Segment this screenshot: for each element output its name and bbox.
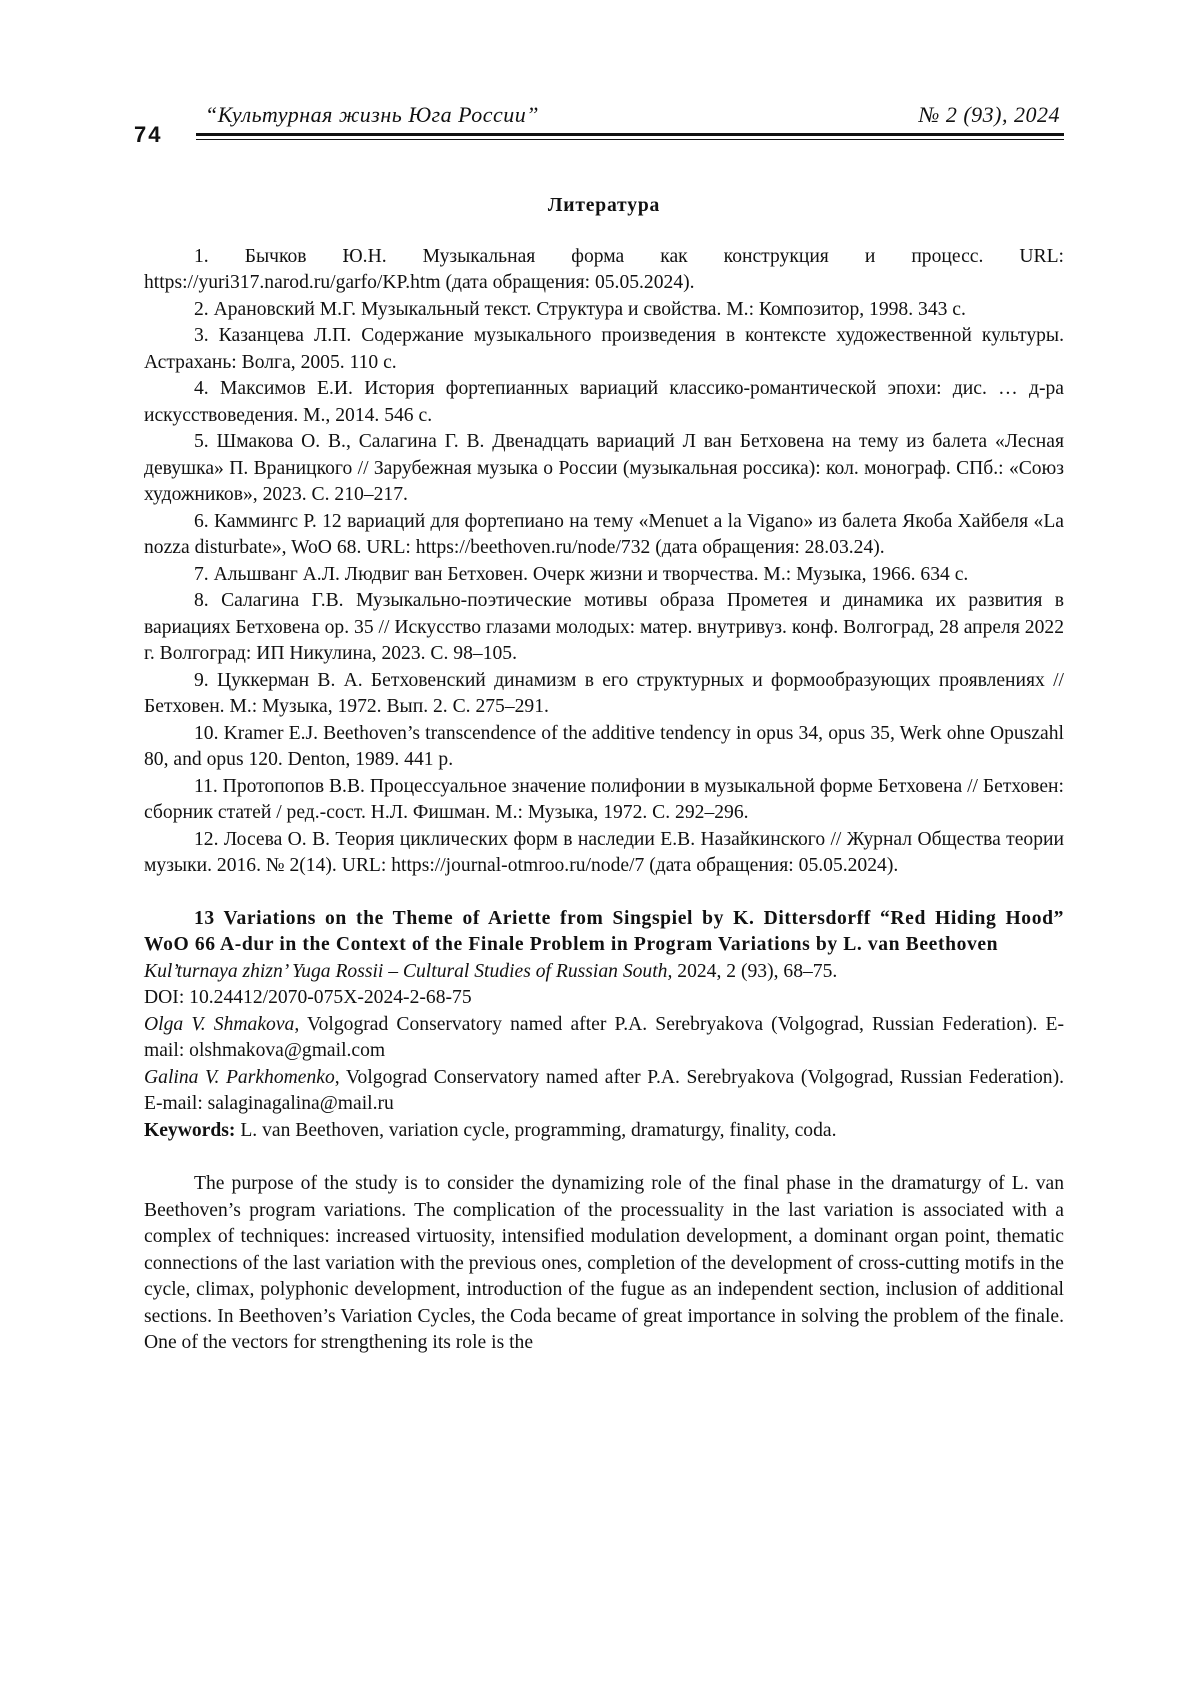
author-1 bbox=[144, 1012, 1064, 1065]
citation-line bbox=[144, 959, 1064, 986]
reference-item: 4. Максимов Е.И. История фортепианных вариаций классико-романтической эпохи: дис. … д-ра искусствоведения. М., 2014. 546 с. bbox=[144, 378, 1064, 426]
reference-item: 11. Протопопов В.В. Процессуальное значение полифонии в музыкальной форме Бетховена // Бетховен: сборник статей / ред.-сост. Н.Л. Фишман. М.: Музыка, 1972. С. 292–296. bbox=[144, 775, 1064, 823]
reference-item: 5. Шмакова О. В., Салагина Г. В. Двенадцать вариаций Л ван Бетховена на тему из балета «Лесная девушка» П. Враницкого // Зарубежная музыка о России (музыкальная россика): кол. монограф. СПб.: «Союз художников», 2023. С. 210–217. bbox=[144, 431, 1064, 505]
issue-number: № 2 (93), 2024 bbox=[918, 102, 1060, 127]
reference-item: 2. Арановский М.Г. Музыкальный текст. Структура и свойства. М.: Композитор, 1998. 343 с. bbox=[194, 298, 966, 320]
citation-details: 2024, 2 (93), 68–75. bbox=[672, 960, 838, 982]
reference-item: 8. Салагина Г.В. Музыкально-поэтические мотивы образа Прометея и динамика их развития в вариациях Бетховена ор. 35 // Искусство глазами молодых: матер. внутривуз. конф. Волгоград, 28 апреля 2022 г. Волгоград: ИП Никулина, 2023. С. 98–105. bbox=[144, 590, 1064, 664]
keywords-label: Keywords: bbox=[144, 1119, 236, 1141]
keywords-line bbox=[144, 1118, 1064, 1145]
header-rule-thin bbox=[196, 139, 1064, 140]
author-2-name: Galina V. Parkhomenko bbox=[144, 1066, 335, 1088]
literature-heading: Литература bbox=[547, 195, 661, 216]
author-1-affiliation: , Volgograd Conservatory named after P.A. Serebryakova (Volgograd, Russian Federation). E-mail: olshmakova@gmail.com bbox=[144, 1013, 1064, 1061]
page-body bbox=[144, 193, 1064, 1376]
journal-title: “Культурная жизнь Юга России” bbox=[205, 102, 540, 127]
reference-item: 9. Цуккерман В. А. Бетховенский динамизм в его структурных и формообразующих проявлениях // Бетховен. М.: Музыка, 1972. Вып. 2. С. 275–291. bbox=[144, 669, 1064, 717]
reference-item: 3. Казанцева Л.П. Содержание музыкального произведения в контексте художественной культуры. Астрахань: Волга, 2005. 110 с. bbox=[144, 325, 1064, 373]
reference-item: 1. Бычков Ю.Н. Музыкальная форма как конструкция и процесс. URL: https://yuri317.narod.ru/garfo/KP.htm (дата обращения: 05.05.2024). bbox=[144, 245, 1064, 293]
doi-line: DOI: 10.24412/2070-075X-2024-2-68-75 bbox=[144, 987, 472, 1008]
english-summary bbox=[144, 906, 1064, 1145]
author-1-name: Olga V. Shmakova bbox=[144, 1013, 295, 1035]
keywords-list: L. van Beethoven, variation cycle, programming, dramaturgy, finality, coda. bbox=[235, 1119, 837, 1141]
english-article-title: 13 Variations on the Theme of Ariette from Singspiel by K. Dittersdorff “Red Hiding Hood” WoO 66 A-dur in the Context of the Finale Problem in Program Variations by L. van Beethoven bbox=[144, 907, 1064, 955]
citation-journal: Kul’turnaya zhizn’ Yuga Rossii – Cultural Studies of Russian South, bbox=[144, 960, 673, 982]
reference-item: 7. Альшванг А.Л. Людвиг ван Бетховен. Очерк жизни и творчества. М.: Музыка, 1966. 634 с. bbox=[194, 563, 969, 585]
page-number: 74 bbox=[134, 122, 163, 147]
reference-item: 12. Лосева О. В. Теория циклических форм в наследии Е.В. Назайкинского // Журнал Общества теории музыки. 2016. № 2(14). URL: https://journal-otmroo.ru/node/7 (дата обращения: 05.05.2024). bbox=[144, 828, 1064, 876]
abstract-paragraph: The purpose of the study is to consider the dynamizing role of the final phase in the dramaturgy of L. van Beethoven’s program variations. The complication of the processuality in the last variation is associated with a complex of techniques: increased virtuosity, intensified modulation development, a dominant organ point, thematic connections of the last variation with the previous ones, completion of the development of cross-cutting motifs in the cycle, climax, polyphonic development, introduction of the fugue as an independent section, inclusion of additional sections. In Beethoven’s Variation Cycles, the Coda became of great importance in solving the problem of the finale. One of the vectors for strengthening its role is the bbox=[144, 1173, 1064, 1353]
author-2-affiliation: , Volgograd Conservatory named after P.A. Serebryakova (Volgograd, Russian Federation). E-mail: salaginagalina@mail.ru bbox=[144, 1066, 1064, 1114]
header-rule-thick bbox=[196, 133, 1064, 136]
author-2 bbox=[144, 1065, 1064, 1118]
reference-item: 6. Каммингс Р. 12 вариаций для фортепиано на тему «Menuet a la Vigano» из балета Якоба Хайбеля «La nozza disturbate», WoO 68. URL: https://beethoven.ru/node/732 (дата обращения: 28.03.24). bbox=[144, 510, 1064, 558]
reference-list bbox=[144, 244, 1064, 880]
reference-item: 10. Kramer E.J. Beethoven’s transcendence of the additive tendency in opus 34, opus 35, Werk ohne Opuszahl 80, and opus 120. Denton, 1989. 441 p. bbox=[144, 722, 1064, 770]
